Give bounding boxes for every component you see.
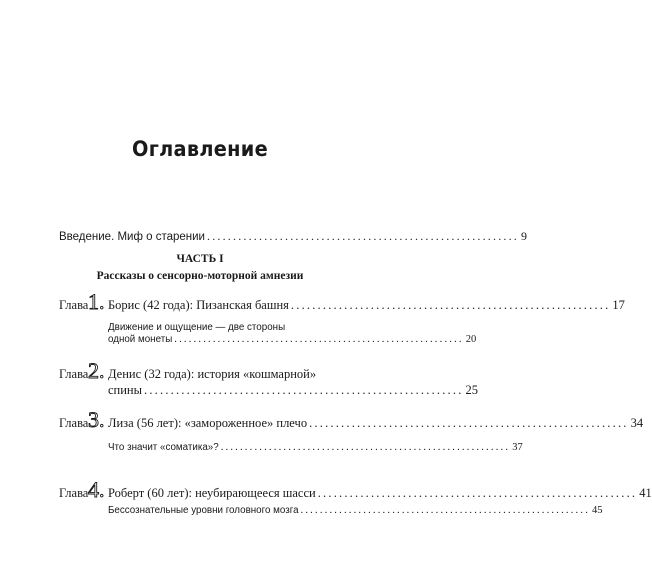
entry-title: Лиза (56 лет): «замороженное» плечо <box>108 416 308 430</box>
toc-entry-chapter-1[interactable] <box>108 298 625 313</box>
dot-leader: ............................................................ <box>144 383 464 397</box>
entry-title: Введение. Миф о старении <box>59 231 205 243</box>
page-number: 34 <box>630 416 644 430</box>
page-number: 9 <box>521 229 527 243</box>
entry-title: Что значит «соматика»? <box>108 442 219 453</box>
entry-title: Роберт (60 лет): неубирающееся шасси <box>108 486 316 500</box>
dot-leader: ............................................................ <box>300 505 591 516</box>
chapter-number: 1. <box>88 289 105 314</box>
entry-title: спины <box>108 383 143 397</box>
part-label: ЧАСТЬ I <box>176 253 224 265</box>
dot-leader: ............................................................ <box>290 298 611 312</box>
toc-entry-chapter-2[interactable] <box>108 383 479 398</box>
chapter-number: 3. <box>88 407 105 432</box>
dot-leader: ............................................................ <box>317 486 638 500</box>
subentry-title-line1[interactable]: Движение и ощущение — две стороны <box>108 322 286 333</box>
chapter-word: Глава <box>59 416 89 430</box>
dot-leader: ............................................................ <box>174 334 464 345</box>
chapter-number: 4. <box>88 477 105 502</box>
toc-subentry-1[interactable] <box>108 334 477 345</box>
entry-title: одной монеты <box>108 334 173 345</box>
page-number: 41 <box>639 486 652 500</box>
page-number: 20 <box>465 334 477 345</box>
part-subtitle: Рассказы о сенсорно-моторной амнезии <box>96 270 304 282</box>
toc-subentry-4[interactable] <box>108 505 603 516</box>
toc-entry-chapter-4[interactable] <box>108 486 652 501</box>
entry-title: Борис (42 года): Пизанская башня <box>108 298 289 312</box>
chapter-word: Глава <box>59 298 89 312</box>
toc-entry-introduction[interactable] <box>59 229 527 244</box>
page-title: Оглавление <box>132 137 268 161</box>
toc-entry-chapter-3[interactable] <box>108 416 644 431</box>
chapter-number: 2. <box>88 358 105 383</box>
page-number: 17 <box>612 298 625 312</box>
page-number: 25 <box>465 383 479 397</box>
page-number: 45 <box>592 505 603 516</box>
chapter-word: Глава <box>59 367 89 381</box>
entry-title-line1[interactable]: Денис (32 года): история «кошмарной» <box>108 367 317 381</box>
page-number: 37 <box>512 442 523 453</box>
dot-leader: ............................................................ <box>309 416 629 430</box>
dot-leader: ............................................................ <box>220 442 511 453</box>
toc-subentry-3[interactable] <box>108 442 523 453</box>
entry-title: Бессознательные уровни головного мозга <box>108 505 299 516</box>
chapter-word: Глава <box>59 486 89 500</box>
dot-leader: ............................................................ <box>207 229 519 243</box>
